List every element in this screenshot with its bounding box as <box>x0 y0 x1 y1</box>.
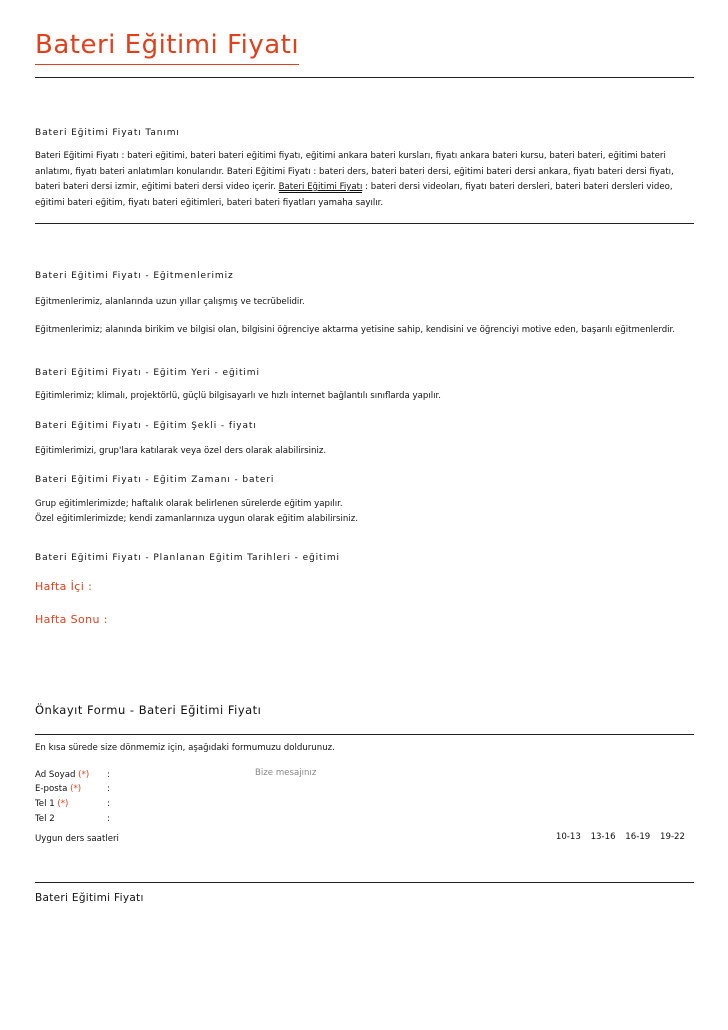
tel2-row <box>35 812 255 826</box>
required-marker: (*) <box>70 784 82 794</box>
instructors-paragraph-2: Eğitmenlerimiz; alanında birikim ve bilgisi olan, bilgisini öğrenciye aktarma yetisine sahip, kendisini ve öğrenciyi motive eden, başarılı eğitmenlerdir. <box>35 325 676 335</box>
required-marker: (*) <box>78 770 90 780</box>
time-heading: Bateri Eğitimi Fiyatı - Eğitim Zamanı - bateri <box>35 475 275 485</box>
message-field[interactable] <box>255 768 525 816</box>
format-heading: Bateri Eğitimi Fiyatı - Eğitim Şekli - fiyatı <box>35 421 257 431</box>
form-intro: En kısa sürede size dönmemiz için, aşağıdaki formumuzu doldurunuz. <box>35 743 335 753</box>
email-field[interactable] <box>115 782 245 793</box>
weekday-label: Hafta İçi : <box>35 580 93 593</box>
tel1-field[interactable] <box>115 797 245 808</box>
definition-text-start: Bateri Eğitimi Fiyatı : bateri eğitimi, bateri bateri eğitimi fiyatı, eğitimi ankara bateri kursları, fiyatı ankara bateri kursu, bateri bateri, eğitimi bateri anlatımı, fiyatı bateri anlatımları konularıdır. Bateri Eğitimi Fiyatı : bateri ders, bateri bateri dersi, eğitimi bateri dersi ankara, fiyatı bateri dersi fiyatı, bateri bateri dersi izmir, eğitimi bateri dersi video içerir. <box>35 151 674 192</box>
hours-option[interactable]: 10-13 <box>555 832 581 842</box>
form-divider <box>35 734 694 735</box>
name-row <box>35 768 255 782</box>
format-text: Eğitimlerimizi, grup'lara katılarak veya özel ders olarak alabilirsiniz. <box>35 446 327 456</box>
hours-label: Uygun ders saatleri <box>35 834 119 844</box>
instructors-paragraph-1: Eğitmenlerimiz, alanlarında uzun yıllar çalışmış ve tecrübelidir. <box>35 297 305 307</box>
time-line-1: Grup eğitimlerimizde; haftalık olarak belirlenen sürelerde eğitim yapılır. <box>35 499 343 509</box>
tel2-field[interactable] <box>115 812 245 823</box>
form-title: Önkayıt Formu - Bateri Eğitimi Fiyatı <box>35 703 262 717</box>
place-heading: Bateri Eğitimi Fiyatı - Eğitim Yeri - eğitimi <box>35 368 260 378</box>
definition-text-end: : bateri dersi videoları, fiyatı bateri dersleri, bateri bateri dersleri video, eğitimi bateri eğitim, fiyatı bateri eğitimleri, bateri bateri fiyatları yamaha sayılır. <box>35 182 673 208</box>
hours-option[interactable]: 16-19 <box>625 832 651 842</box>
title-divider <box>35 77 694 78</box>
footer-title: Bateri Eğitimi Fiyatı <box>35 892 144 904</box>
definition-text <box>35 149 694 211</box>
hours-option[interactable]: 13-16 <box>590 832 616 842</box>
email-colon: : <box>107 784 110 794</box>
time-line-2: Özel eğitimlerimizde; kendi zamanlarınıza uygun olarak eğitim alabilirsiniz. <box>35 514 358 524</box>
name-label: Ad Soyad (*) <box>35 770 90 780</box>
weekend-label: Hafta Sonu : <box>35 613 108 626</box>
dates-heading: Bateri Eğitimi Fiyatı - Planlanan Eğitim Tarihleri - eğitimi <box>35 553 340 563</box>
email-label: E-posta (*) <box>35 784 82 794</box>
definition-link[interactable]: Bateri Eğitimi Fiyatı <box>278 182 363 192</box>
email-row <box>35 782 255 796</box>
tel2-label: Tel 2 <box>35 814 55 824</box>
footer-divider <box>35 882 694 883</box>
name-colon: : <box>107 770 110 780</box>
page-title: Bateri Eğitimi Fiyatı <box>35 28 299 65</box>
tel1-row <box>35 797 255 811</box>
required-marker: (*) <box>57 799 69 809</box>
hours-options <box>549 832 685 842</box>
tel1-label: Tel 1 (*) <box>35 799 69 809</box>
definition-heading: Bateri Eğitimi Fiyatı Tanımı <box>35 128 180 138</box>
place-text: Eğitimlerimiz; klimalı, projektörlü, güçlü bilgisayarlı ve hızlı internet bağlantılı sınıflarda yapılır. <box>35 391 441 401</box>
instructors-heading: Bateri Eğitimi Fiyatı - Eğitmenlerimiz <box>35 271 234 281</box>
hours-option[interactable]: 19-22 <box>660 832 685 842</box>
definition-divider <box>35 223 694 224</box>
hours-row <box>35 832 335 846</box>
tel1-colon: : <box>107 799 110 809</box>
tel2-colon: : <box>107 814 110 824</box>
name-field[interactable] <box>115 768 245 779</box>
